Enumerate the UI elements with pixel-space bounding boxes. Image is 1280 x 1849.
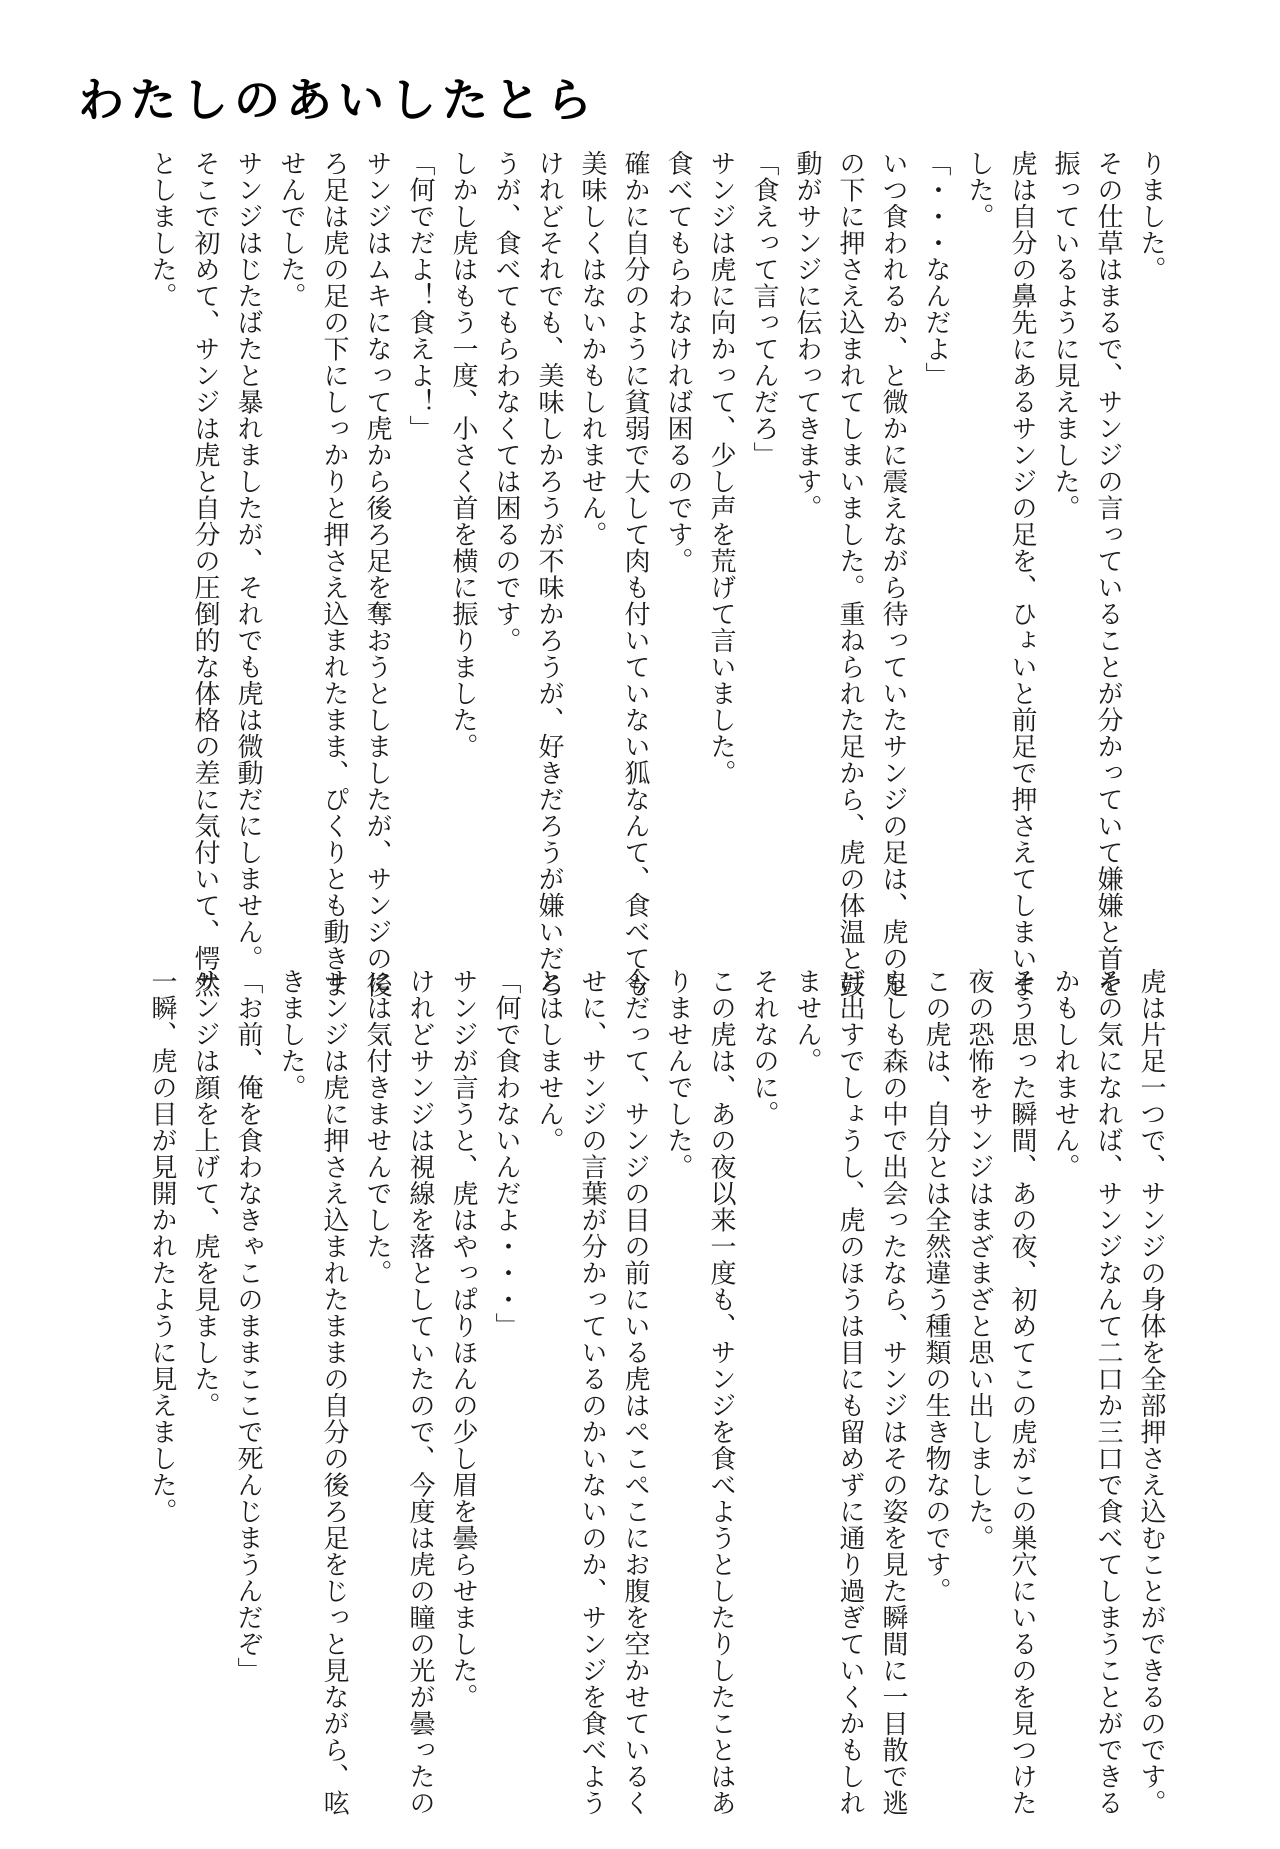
- text-line: サンジは顔を上げて、虎を見ました。: [190, 968, 220, 1419]
- text-block-bottom: [140, 968, 1172, 1816]
- text-line: 「何でだよ！食えよ！」: [405, 150, 435, 442]
- text-line: いつ食われるか、と微かに震えながら待っていたサンジの足は、虎の足: [878, 150, 908, 998]
- text-line: の下に押さえ込まれてしまいました。重ねられた足から、虎の体温と鼓: [835, 150, 865, 998]
- text-line: サンジはじたばたと暴れましたが、それでも虎は微動だにしません。: [233, 150, 263, 972]
- text-line: 一瞬、虎の目が見開かれたように見えました。: [147, 968, 177, 1525]
- text-line: げ出すでしょうし、虎のほうは目にも留めずに通り過ぎていくかもしれ: [835, 968, 865, 1816]
- text-line: 食べてもらわなければ困るのです。: [663, 150, 693, 574]
- text-line: しかし虎はもう一度、小さく首を横に振りました。: [448, 150, 478, 760]
- text-line: けれどサンジは視線を落としていたので、今度は虎の瞳の光が曇ったの: [405, 968, 435, 1816]
- text-line: とはしません。: [534, 968, 564, 1154]
- text-line: きました。: [276, 968, 306, 1101]
- text-line: ろ足は虎の足の下にしっかりと押さえ込まれたまま、ぴくりとも動きま: [319, 150, 349, 998]
- text-line: 美味しくはないかもしれません。: [577, 150, 607, 548]
- text-line: 「お前、俺を食わなきゃこのままここで死んじまうんだぞ」: [233, 968, 263, 1684]
- text-line: した。: [964, 150, 994, 230]
- page-title: わたしのあいしたとら: [78, 73, 598, 127]
- text-line: もしも森の中で出会ったなら、サンジはその姿を見た瞬間に一目散で逃: [878, 968, 908, 1816]
- text-line: 今だって、サンジの目の前にいる虎はぺこぺこにお腹を空かせているく: [620, 968, 650, 1816]
- text-line: サンジは虎に押さえ込まれたままの自分の後ろ足をじっと見ながら、呟: [319, 968, 349, 1816]
- text-line: この虎は、あの夜以来一度も、サンジを食べようとしたりしたことはあ: [706, 968, 736, 1816]
- text-line: その仕草はまるで、サンジの言っていることが分かっていて嫌嫌と首を: [1093, 150, 1123, 998]
- text-line: うが、食べてもらわなくては困るのです。: [491, 150, 521, 654]
- text-line: サンジは虎に向かって、少し声を荒げて言いました。: [706, 150, 736, 786]
- text-line: りました。: [1136, 150, 1166, 283]
- text-line: ません。: [792, 968, 822, 1074]
- text-line: そこで初めて、サンジは虎と自分の圧倒的な体格の差に気付いて、愕然: [190, 150, 220, 998]
- text-line: 虎は片足一つで、サンジの身体を全部押さえ込むことができるのです。: [1136, 968, 1166, 1816]
- text-line: それなのに。: [749, 968, 779, 1127]
- text-line: 動がサンジに伝わってきます。: [792, 150, 822, 521]
- text-line: 振っているように見えました。: [1050, 150, 1080, 521]
- text-line: 虎は自分の鼻先にあるサンジの足を、ひょいと前足で押さえてしまいま: [1007, 150, 1037, 998]
- text-line: 確かに自分のように貧弱で大して肉も付いていない狐なんて、食べても: [620, 150, 650, 998]
- text-line: 夜の恐怖をサンジはまざまざと思い出しました。: [964, 968, 994, 1551]
- text-line: けれどそれでも、美味しかろうが不味かろうが、好きだろうが嫌いだろ: [534, 150, 564, 998]
- text-line: サンジはムキになって虎から後ろ足を奪おうとしましたが、サンジの後: [362, 150, 392, 998]
- text-line: 「・・・なんだよ」: [921, 150, 951, 389]
- text-line: には気付きませんでした。: [362, 968, 392, 1286]
- text-line: 「食えって言ってんだろ」: [749, 150, 779, 468]
- text-line: サンジが言うと、虎はやっぱりほんの少し眉を曇らせました。: [448, 968, 478, 1710]
- text-line: せに、サンジの言葉が分かっているのかいないのか、サンジを食べよう: [577, 968, 607, 1816]
- text-block-top: [140, 150, 1172, 998]
- text-line: 「何で食わないんだよ・・・」: [491, 968, 521, 1339]
- text-line: その気になれば、サンジなんて二口か三口で食べてしまうことができる: [1093, 968, 1123, 1816]
- text-line: りませんでした。: [663, 968, 693, 1180]
- text-line: かもしれません。: [1050, 968, 1080, 1180]
- text-line: せんでした。: [276, 150, 306, 309]
- text-line: この虎は、自分とは全然違う種類の生き物なのです。: [921, 968, 951, 1604]
- text-line: としました。: [147, 150, 177, 309]
- text-line: そう思った瞬間、あの夜、初めてこの虎がこの巣穴にいるのを見つけた: [1007, 968, 1037, 1816]
